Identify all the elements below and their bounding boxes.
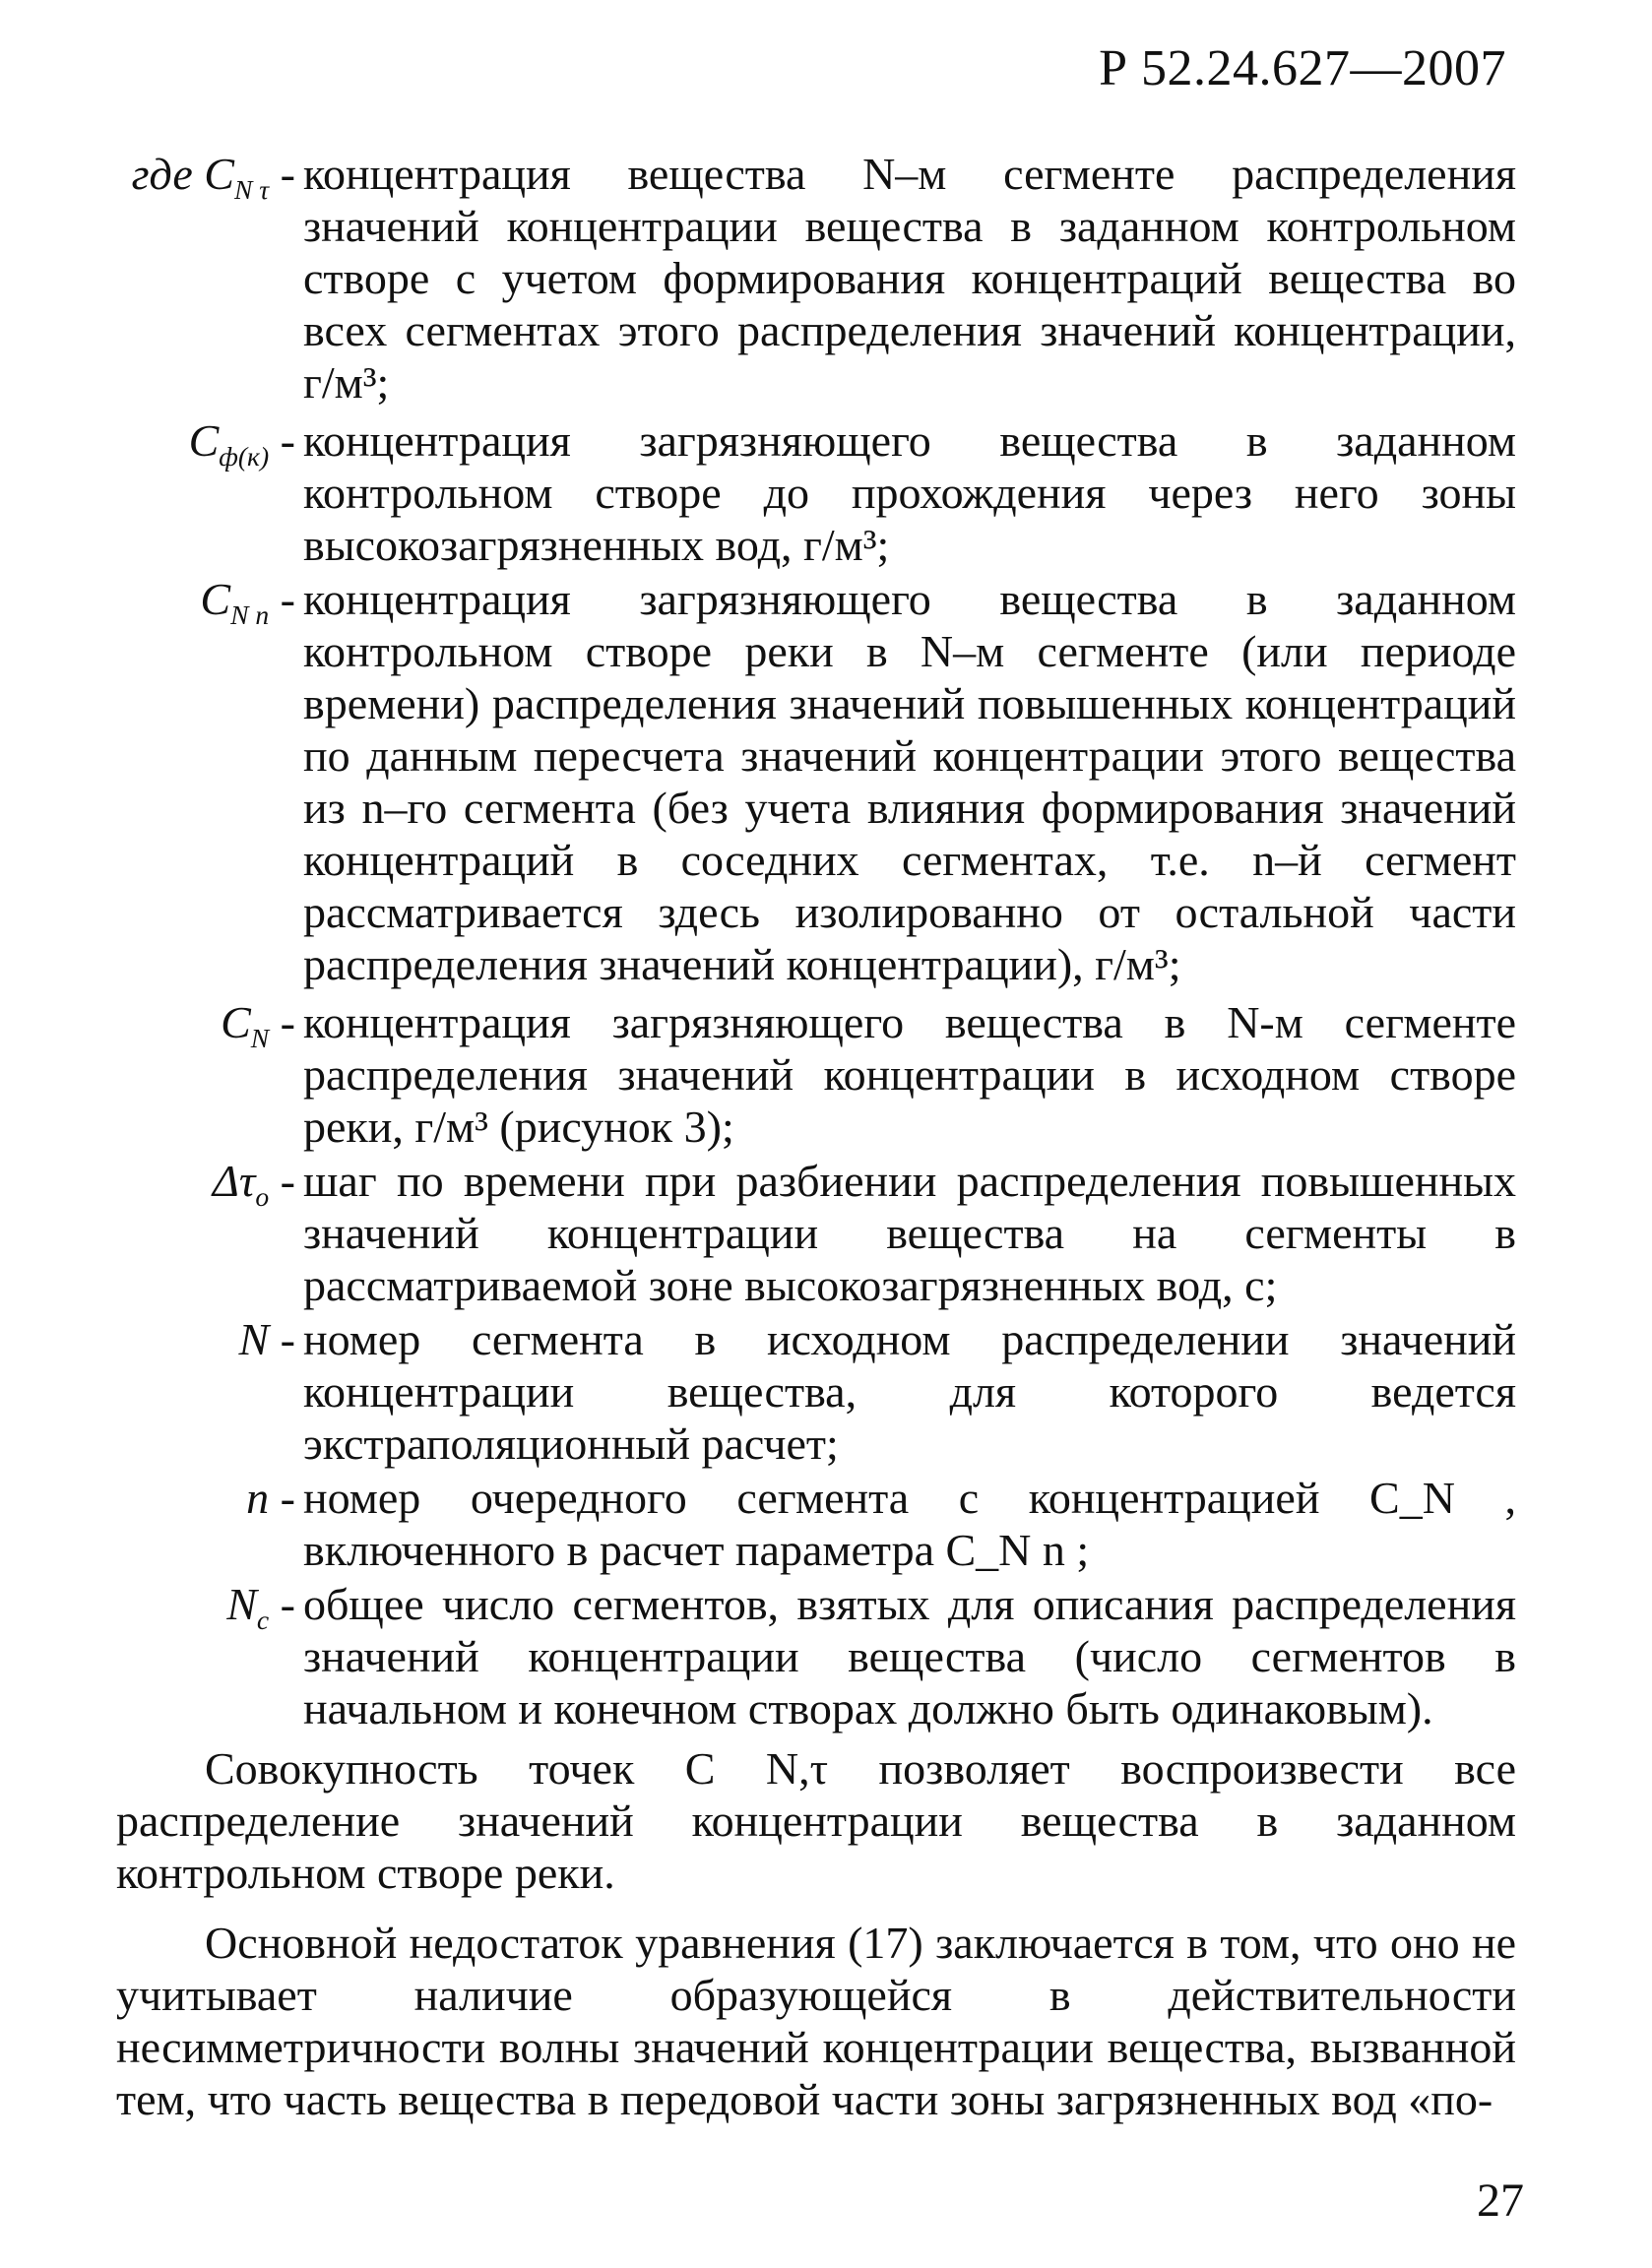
definition-symbol: $C_{ф(к)}$ - [188, 415, 295, 472]
document-code: Р 52.24.627—2007 [1099, 40, 1506, 96]
definition-text: шаг по времени при разбиении распределения повышенных значений концентрации вещества на сегменты в рассматриваемой зоне высокозагрязненных вод, с; [303, 1156, 1516, 1310]
definition-item [116, 414, 1516, 571]
document-body [116, 148, 1516, 2125]
definition-text: номер сегмента в исходном распределении значений концентрации вещества, для которого ведется экстраполяционный расчет; [303, 1314, 1516, 1469]
definition-text: концентрация вещества N–м сегменте распределения значений концентрации вещества в заданном контрольном створе с учетом формирования концентраций вещества во всех сегментах этого распределения значений концентрации, г/м³; [303, 149, 1516, 408]
definition-item [116, 1472, 1516, 1576]
definition-symbol: $C_{N n}$ - [200, 574, 295, 631]
definition-symbol: n - [246, 1473, 295, 1523]
definition-item [116, 573, 1516, 990]
definition-item [116, 1578, 1516, 1734]
definition-symbol: $N_c$ - [226, 1579, 295, 1636]
definition-text: концентрация загрязняющего вещества в заданном контрольном створе до прохождения через него зоны высокозагрязненных вод, г/м³; [303, 415, 1516, 570]
definition-text: общее число сегментов, взятых для описания распределения значений концентрации вещества (число сегментов в начальном и конечном створах должно быть одинаковым). [303, 1579, 1516, 1733]
definition-item [116, 996, 1516, 1153]
definition-symbol: $C_N$ - [221, 997, 295, 1054]
body-paragraph: Совокупность точек C N,τ позволяет воспроизвести все распределение значений концентрации вещества в заданном контрольном створе реки. [116, 1743, 1516, 1898]
definition-item [116, 1155, 1516, 1311]
definition-text: номер очередного сегмента с концентрацией C_N , включенного в расчет параметра C_N n ; [303, 1473, 1516, 1575]
definition-text: концентрация загрязняющего вещества в N-м сегменте распределения значений концентрации в исходном створе реки, г/м³ (рисунок 3); [303, 997, 1516, 1152]
body-paragraph: Основной недостаток уравнения (17) заключается в том, что оно не учитывает наличие образующейся в действительности несимметричности волны значений концентрации вещества, вызванной тем, что часть вещества в передовой части зоны загрязненных вод «по- [116, 1918, 1516, 2124]
page-number: 27 [1477, 2174, 1524, 2227]
definition-item [116, 1313, 1516, 1470]
definition-text: концентрация загрязняющего вещества в заданном контрольном створе реки в N–м сегменте (или периоде времени) распределения значений повышенных концентраций по данным пересчета значений концентрации этого вещества из n–го сегмента (без учета влияния формирования значений концентраций в соседних сегментах, т.е. n–й сегмент рассматривается здесь изолированно от остальной части распределения значений концентрации), г/м³; [303, 574, 1516, 989]
definition-symbol: $\Delta\tau_o$ - [212, 1156, 295, 1213]
definition-symbol: где $C_{N \tau}$ - [131, 149, 295, 206]
definition-item [116, 148, 1516, 409]
definition-symbol: N - [238, 1314, 295, 1364]
